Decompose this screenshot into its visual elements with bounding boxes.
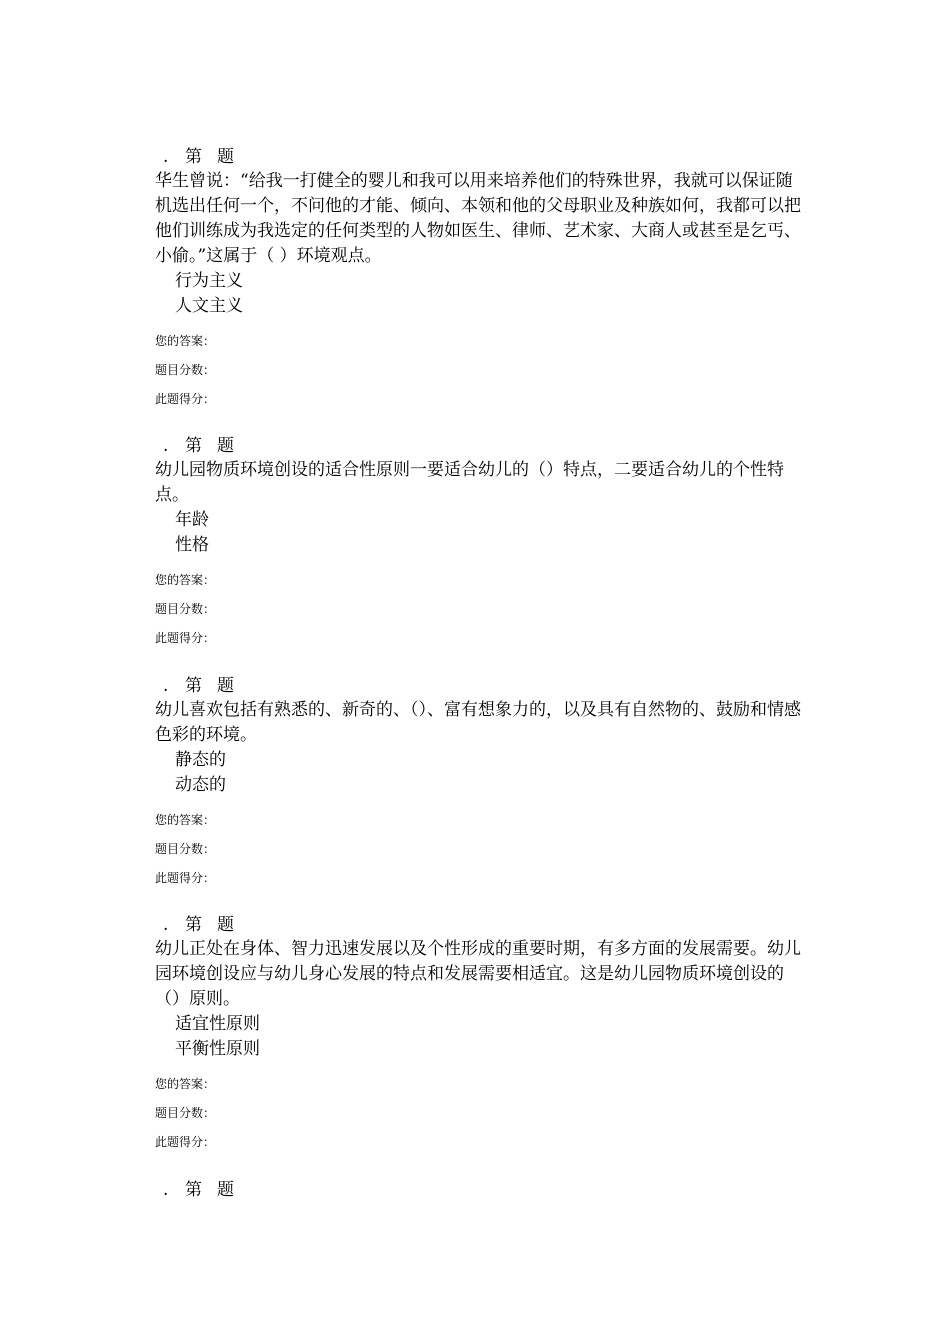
answer-meta	[155, 327, 805, 414]
question-number-dot: .	[163, 676, 169, 696]
obtained-score-label: 此题得分：	[155, 871, 216, 885]
your-answer-label: 您的答案：	[155, 573, 216, 587]
question-3	[155, 674, 805, 893]
question-score-label: 题目分数：	[155, 363, 216, 377]
question-label-di: 第	[185, 676, 202, 696]
option-a[interactable]: 适宜性原则	[175, 1014, 260, 1034]
option-b[interactable]: 人文主义	[175, 296, 243, 316]
obtained-score-label: 此题得分：	[155, 1135, 216, 1149]
option-a[interactable]: 静态的	[175, 750, 226, 770]
answer-meta	[155, 806, 805, 893]
question-label-di: 第	[185, 915, 202, 935]
question-text: 幼儿喜欢包括有熟悉的、新奇的、（）、富有想象力的，以及具有自然物的、鼓励和情感色彩的环境。	[155, 700, 801, 745]
question-label-di: 第	[185, 147, 202, 167]
your-answer-label: 您的答案：	[155, 813, 216, 827]
option-a[interactable]: 年龄	[175, 510, 209, 530]
question-header	[155, 674, 805, 698]
option-b[interactable]: 动态的	[175, 775, 226, 795]
question-score-label: 题目分数：	[155, 842, 216, 856]
question-number-dot: .	[163, 147, 169, 167]
question-label-ti: 题	[217, 436, 234, 456]
your-answer-label: 您的答案：	[155, 334, 216, 348]
question-2	[155, 434, 805, 653]
question-5	[155, 1178, 805, 1202]
question-header	[155, 1178, 805, 1202]
question-text: 幼儿园物质环境创设的适合性原则一要适合幼儿的（）特点，二要适合幼儿的个性特点。	[155, 460, 784, 505]
question-header	[155, 913, 805, 937]
question-4	[155, 913, 805, 1157]
question-header	[155, 434, 805, 458]
question-number-dot: .	[163, 436, 169, 456]
option-b[interactable]: 平衡性原则	[175, 1039, 260, 1059]
question-label-di: 第	[185, 1180, 202, 1200]
your-answer-label: 您的答案：	[155, 1077, 216, 1091]
question-1	[155, 145, 805, 414]
question-header	[155, 145, 805, 169]
question-label-ti: 题	[217, 1180, 234, 1200]
question-score-label: 题目分数：	[155, 602, 216, 616]
option-b[interactable]: 性格	[175, 535, 209, 555]
question-number-dot: .	[163, 915, 169, 935]
question-label-di: 第	[185, 436, 202, 456]
option-a[interactable]: 行为主义	[175, 271, 243, 291]
question-label-ti: 题	[217, 915, 234, 935]
question-text: 幼儿正处在身体、智力迅速发展以及个性形成的重要时期，有多方面的发展需要。幼儿园环境创设应与幼儿身心发展的特点和发展需要相适宜。这是幼儿园物质环境创设的（）原则。	[155, 939, 801, 1009]
question-text: 华生曾说：“给我一打健全的婴儿和我可以用来培养他们的特殊世界，我就可以保证随机选出任何一个，不问他的才能、倾向、本领和他的父母职业及种族如何，我都可以把他们训练成为我选定的任何类型的人物如医生、律师、艺术家、大商人或甚至是乞丐、小偷。”这属于（ ）环境观点。	[155, 171, 801, 266]
obtained-score-label: 此题得分：	[155, 392, 216, 406]
question-label-ti: 题	[217, 676, 234, 696]
question-score-label: 题目分数：	[155, 1106, 216, 1120]
answer-meta	[155, 566, 805, 653]
question-label-ti: 题	[217, 147, 234, 167]
answer-meta	[155, 1070, 805, 1157]
question-number-dot: .	[163, 1180, 169, 1200]
obtained-score-label: 此题得分：	[155, 631, 216, 645]
